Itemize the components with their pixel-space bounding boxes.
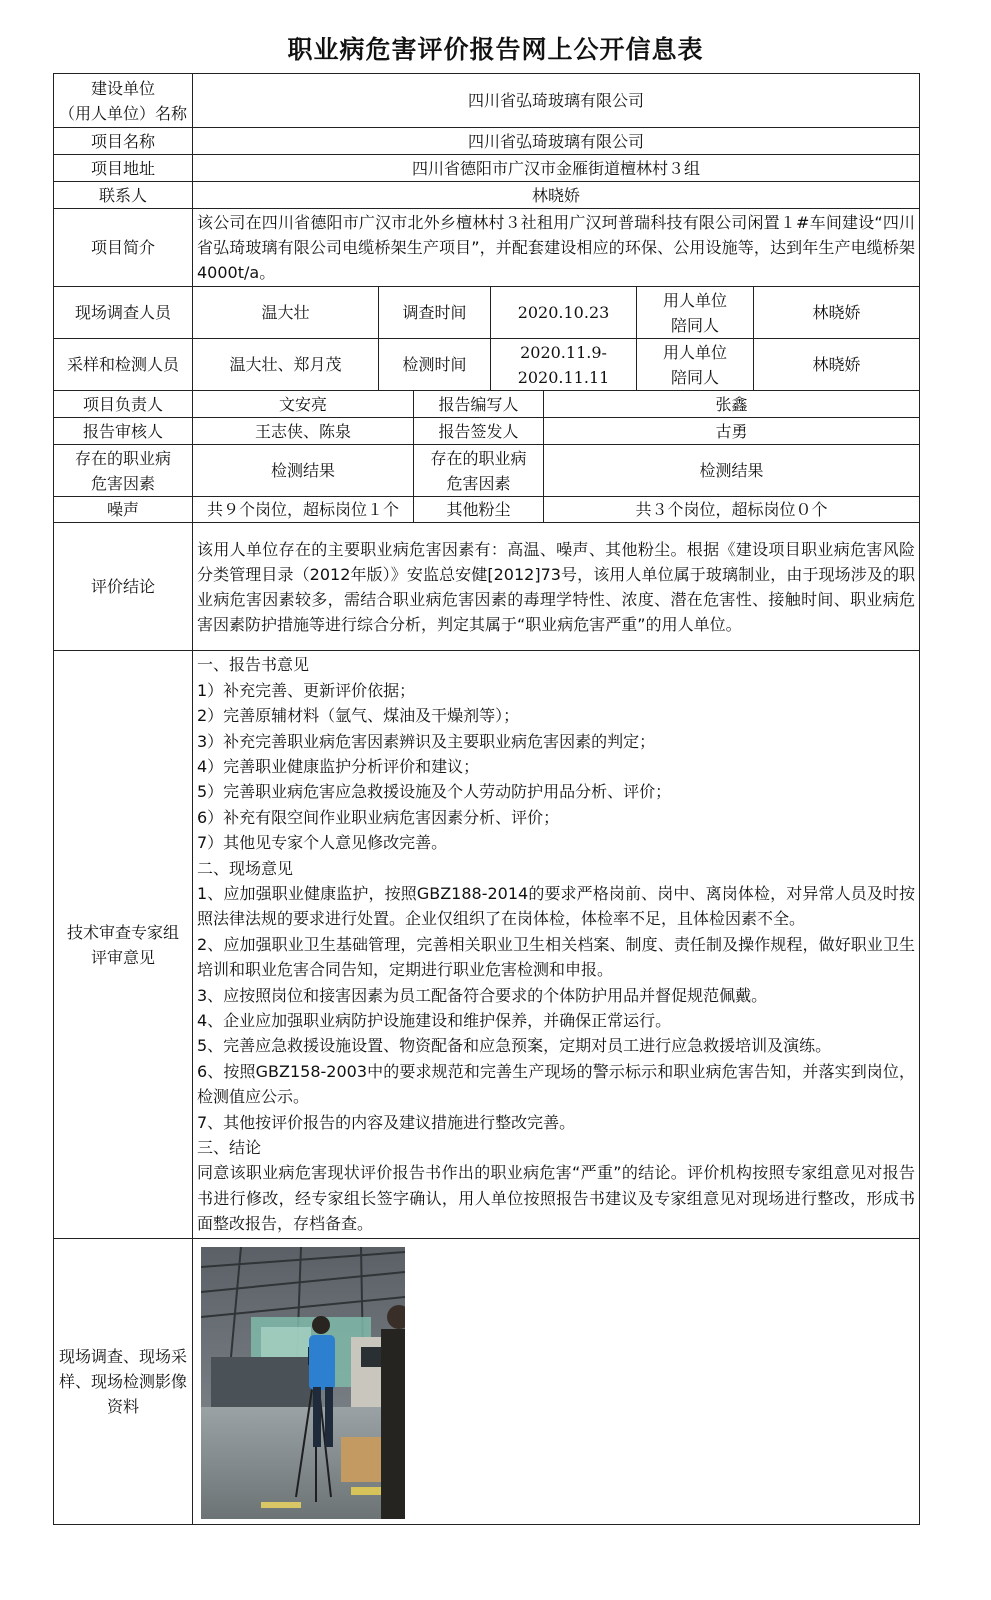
row-contact: [54, 182, 920, 209]
expert-line: 5）完善职业病危害应急救援设施及个人劳动防护用品分析、评价；: [197, 782, 672, 802]
site-photo: [201, 1247, 405, 1519]
result-label-left: 检测结果: [193, 445, 414, 497]
photo-label: [54, 1239, 193, 1525]
signer-value: 古勇: [544, 418, 920, 445]
photo-label-line2: 样、现场检测影像: [58, 1372, 187, 1391]
survey-escort: 林晓娇: [754, 287, 920, 339]
row-photos: [54, 1239, 920, 1525]
row-project-name: [54, 128, 920, 155]
expert-label: [54, 651, 193, 1239]
expert-line: 1、应加强职业健康监护，按照GBZ188-2014的要求严格岗前、岗中、离岗体检，对异常人员及时按照法律法规的要求进行处置。企业仅组织了在岗体检，体检率不足，且体检因素不全。: [197, 883, 916, 929]
hazard-label-left: [54, 445, 193, 497]
expert-line: 3）补充完善职业病危害因素辨识及主要职业病危害因素的判定；: [197, 731, 656, 751]
conclusion-label: 评价结论: [54, 523, 193, 651]
sampling-time-start: 2020.11.9-: [520, 342, 607, 362]
hazard-label-left-line2: 危害因素: [90, 473, 155, 493]
sampling-escort-label-line2: 陪同人: [670, 367, 719, 387]
hazard-label-left-line1: 存在的职业病: [74, 448, 171, 468]
noise-result: 共９个岗位，超标岗位１个: [193, 497, 414, 523]
photo-label-line3: 资料: [106, 1397, 139, 1416]
expert-line: 1）补充完善、更新评价依据；: [197, 680, 416, 700]
site-photo-image: [201, 1247, 405, 1519]
photo-label-line1: 现场调查、现场采: [58, 1347, 187, 1366]
expert-line: 6）补充有限空间作业职业病危害因素分析、评价；: [197, 807, 560, 827]
row-leader: [54, 391, 920, 418]
sampling-label: 采样和检测人员: [54, 339, 193, 391]
row-hazard-header: [54, 445, 920, 497]
sampling-time: [491, 339, 637, 391]
survey-escort-label-line1: 用人单位: [662, 290, 727, 310]
sampling-time-end: 2020.11.11: [517, 367, 610, 387]
row-intro: [54, 209, 920, 287]
expert-line: 4）完善职业健康监护分析评价和建议；: [197, 756, 480, 776]
sampling-time-label: 检测时间: [379, 339, 491, 391]
expert-line: 4、企业应加强职业病防护设施建设和维护保养，并确保正常运行。: [197, 1011, 672, 1031]
leader-value: 文安亮: [193, 391, 414, 418]
dust-label: 其他粉尘: [414, 497, 544, 523]
expert-line: 二、现场意见: [197, 858, 294, 878]
signer-label: 报告签发人: [414, 418, 544, 445]
row-sampling: [54, 339, 920, 391]
row-expert: [54, 651, 920, 1239]
row-survey: [54, 287, 920, 339]
row-conclusion: [54, 523, 920, 651]
unit-label-cell: [54, 74, 193, 128]
row-reviewer: [54, 418, 920, 445]
info-table: [53, 73, 920, 1525]
reviewer-label: 报告审核人: [54, 418, 193, 445]
expert-label-line1: 技术审查专家组: [66, 922, 179, 942]
expert-line: 一、报告书意见: [197, 655, 310, 675]
survey-time: 2020.10.23: [491, 287, 637, 339]
page-title: 职业病危害评价报告网上公开信息表: [287, 35, 704, 64]
project-name-value: 四川省弘琦玻璃有限公司: [193, 128, 920, 155]
expert-line: 三、结论: [197, 1138, 262, 1158]
result-label-right: 检测结果: [544, 445, 920, 497]
row-hazard-results: [54, 497, 920, 523]
expert-line: 7、其他按评价报告的内容及建议措施进行整改完善。: [197, 1112, 576, 1132]
conclusion-text: 该用人单位存在的主要职业病危害因素有：高温、噪声、其他粉尘。根据《建设项目职业病危害风险分类管理目录（2012年版）》安监总安健[2012]73号，该用人单位属于玻璃制业，由于现场涉及的职业病危害因素较多，需结合职业病危害因素的毒理学特性、浓度、潜在危害性、接触时间、职业病危害因素防护措施等进行综合分析，判定其属于“职业病危害严重”的用人单位。: [193, 523, 920, 651]
survey-time-label: 调查时间: [379, 287, 491, 339]
expert-line: 6、按照GBZ158-2003中的要求规范和完善生产现场的警示标示和职业病危害告知，并落实到岗位，检测值应公示。: [197, 1061, 916, 1107]
row-project-address: [54, 155, 920, 182]
hazard-label-right: [414, 445, 544, 497]
expert-line: 5、完善应急救援设施设置、物资配备和应急预案，定期对员工进行应急救援培训及演练。: [197, 1036, 832, 1056]
sampling-escort: 林晓娇: [754, 339, 920, 391]
survey-person: 温大壮: [193, 287, 379, 339]
expert-line: 7）其他见专家个人意见修改完善。: [197, 833, 448, 853]
writer-label: 报告编写人: [414, 391, 544, 418]
unit-label-line1: 建设单位: [90, 78, 155, 98]
photo-cell: [193, 1239, 920, 1525]
sampling-escort-label-line1: 用人单位: [662, 342, 727, 362]
reviewer-value: 王志侠、陈泉: [193, 418, 414, 445]
hazard-label-right-line2: 危害因素: [446, 473, 511, 493]
survey-escort-label-line2: 陪同人: [670, 315, 719, 335]
sampling-escort-label: [637, 339, 754, 391]
contact-value: 林晓娇: [193, 182, 920, 209]
project-address-value: 四川省德阳市广汉市金雁街道檀林村３组: [193, 155, 920, 182]
intro-text: 该公司在四川省德阳市广汉市北外乡檀林村３社租用广汉珂普瑞科技有限公司闲置１#车间建设“四川省弘琦玻璃有限公司电缆桥架生产项目”，并配套建设相应的环保、公用设施等，达到年生产电缆桥架4000t/a。: [193, 209, 920, 287]
noise-label: 噪声: [54, 497, 193, 523]
survey-label: 现场调查人员: [54, 287, 193, 339]
expert-opinion: [193, 651, 920, 1239]
survey-escort-label: [637, 287, 754, 339]
expert-line: 同意该职业病危害现状评价报告书作出的职业病危害“严重”的结论。评价机构按照专家组意见对报告书进行修改，经专家组长签字确认，用人单位按照报告书建议及专家组意见对现场进行整改，形成书面整改报告，存档备查。: [197, 1163, 916, 1234]
row-unit: [54, 74, 920, 128]
expert-line: 3、应按照岗位和接害因素为员工配备符合要求的个体防护用品并督促规范佩戴。: [197, 985, 768, 1005]
dust-result: 共３个岗位，超标岗位０个: [544, 497, 920, 523]
contact-label: 联系人: [54, 182, 193, 209]
unit-value: 四川省弘琦玻璃有限公司: [193, 74, 920, 128]
expert-line: 2、应加强职业卫生基础管理，完善相关职业卫生相关档案、制度、责任制及操作规程，做好职业卫生培训和职业危害合同告知，定期进行职业危害检测和申报。: [197, 934, 916, 980]
unit-label-line2: （用人单位）名称: [58, 103, 187, 123]
project-address-label: 项目地址: [54, 155, 193, 182]
expert-label-line2: 评审意见: [90, 947, 155, 967]
expert-line: 2）完善原辅材料（氩气、煤油及干燥剂等）；: [197, 706, 520, 726]
intro-label: 项目简介: [54, 209, 193, 287]
sampling-person: 温大壮、郑月茂: [193, 339, 379, 391]
writer-value: 张鑫: [544, 391, 920, 418]
hazard-label-right-line1: 存在的职业病: [430, 448, 527, 468]
leader-label: 项目负责人: [54, 391, 193, 418]
project-name-label: 项目名称: [54, 128, 193, 155]
